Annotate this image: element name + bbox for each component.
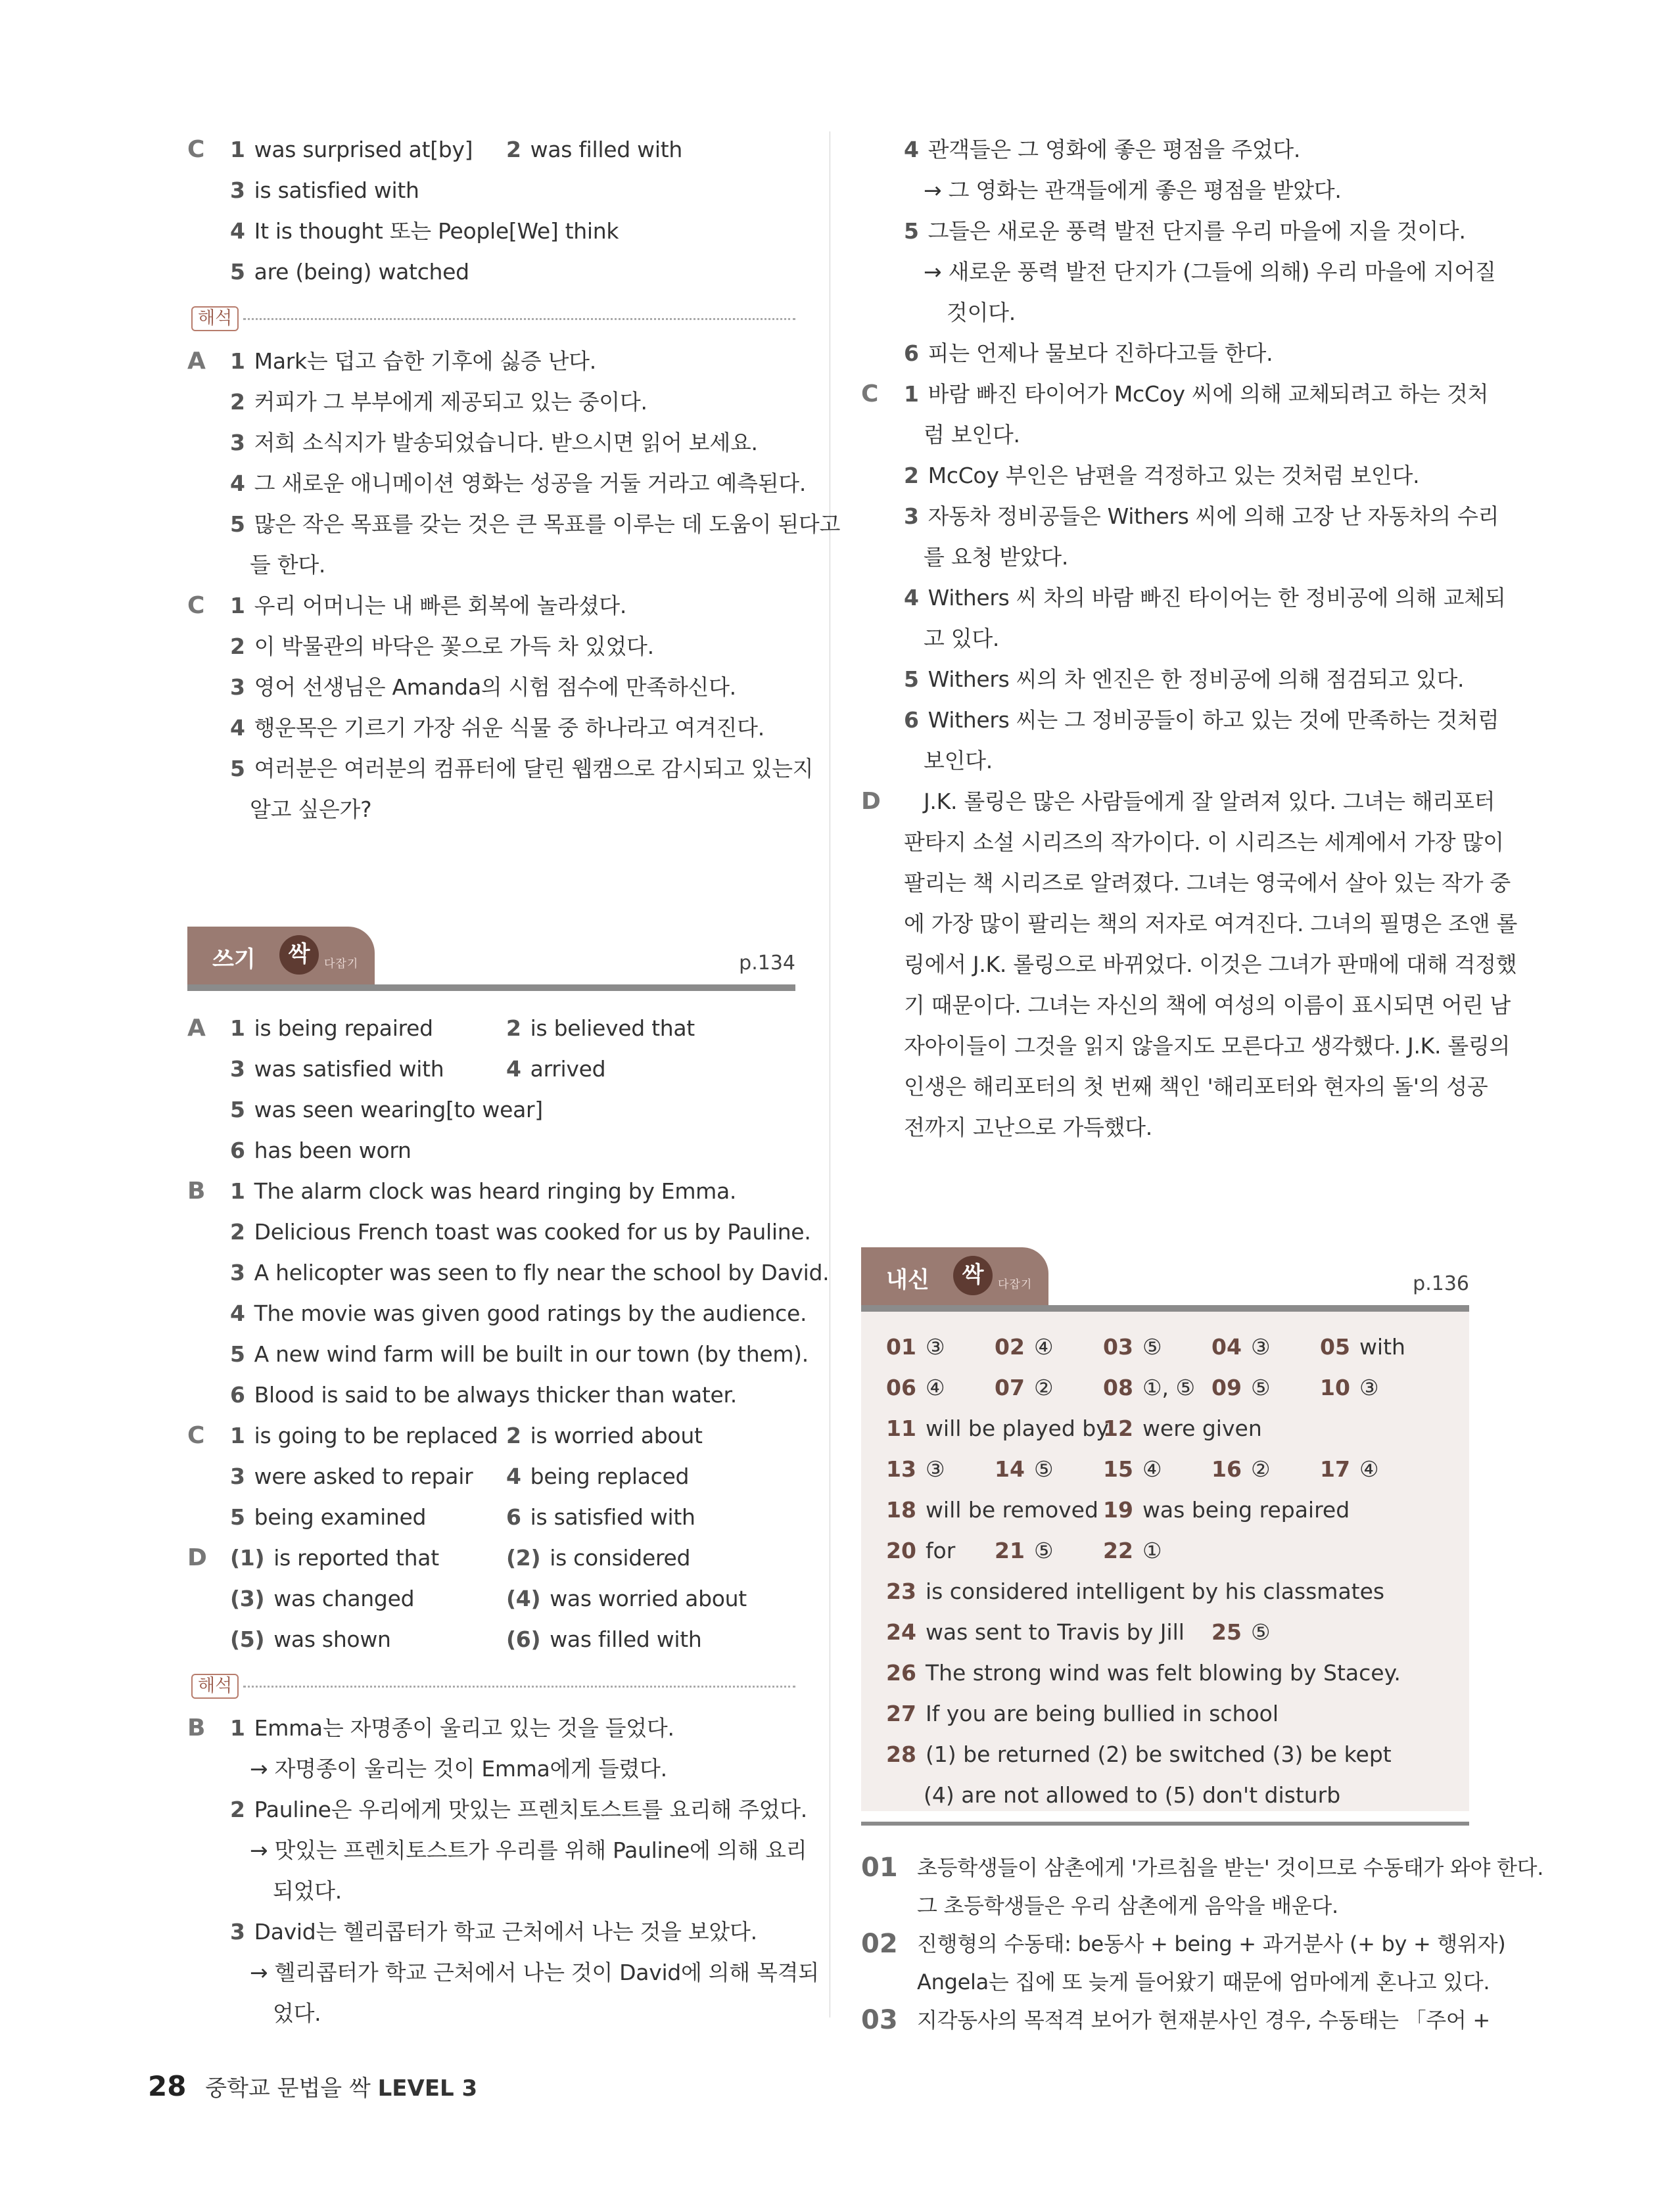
answer-item: (4) was worried about <box>506 1586 747 1611</box>
translation-item: 2 McCoy 부인은 남편을 걱정하고 있는 것처럼 보인다. <box>904 463 1420 488</box>
answer-item: 3 were asked to repair <box>230 1463 473 1489</box>
naesin-section-header <box>861 1247 1469 1310</box>
answer-cell: 26 The strong wind was felt blowing by Stacey. <box>886 1660 1401 1686</box>
answer-cell: 23 is considered intelligent by his classmates <box>886 1578 1385 1604</box>
answer-item: 4 being replaced <box>506 1463 690 1489</box>
answer-cell: 11 will be played by <box>886 1416 1109 1441</box>
translation-continuation: 알고 싶은가? <box>250 796 372 822</box>
answer-item: (3) was changed <box>230 1586 415 1611</box>
paragraph-line: J.K. 롤링은 많은 사람들에게 잘 알려져 있다. 그녀는 해리포터 <box>924 789 1495 814</box>
answer-item: 2 was filled with <box>506 137 682 162</box>
translation-continuation: 보인다. <box>924 748 993 773</box>
answer-item: 1 is going to be replaced <box>230 1423 498 1448</box>
translation-continuation: 고 있다. <box>924 626 1000 651</box>
answer-item: 6 has been worn <box>230 1138 411 1163</box>
translation-item: 2 Pauline은 우리에게 맛있는 프렌치토스트를 요리해 주었다. <box>230 1797 807 1822</box>
answer-item: 2 is believed that <box>506 1015 695 1041</box>
explanation-line: 지각동사의 목적격 보어가 현재분사인 경우, 수동태는 「주어 + <box>917 2008 1490 2033</box>
translation-item: 4 그 새로운 애니메이션 영화는 성공을 거둘 거라고 예측된다. <box>230 471 807 496</box>
answer-item: 5 was seen wearing[to wear] <box>230 1097 543 1122</box>
answer-item: 3 is satisfied with <box>230 177 419 203</box>
answer-cell: 17 ④ <box>1320 1456 1379 1482</box>
page-reference: p.136 <box>1413 1272 1469 1295</box>
translation-item: 5 여러분은 여러분의 컴퓨터에 달린 웹캠으로 감시되고 있는지 <box>230 756 814 781</box>
translation-continuation: 를 요청 받았다. <box>924 544 1069 570</box>
section-marker-d: D <box>861 788 881 815</box>
section-label: 쓰기 <box>212 946 256 973</box>
translation-item: 2 커피가 그 부부에게 제공되고 있는 중이다. <box>230 389 647 415</box>
section-sublabel: 다잡기 <box>324 957 359 971</box>
explanation-number: 02 <box>861 1929 898 1959</box>
answer-cell: 06 ④ <box>886 1375 945 1400</box>
answer-cell: 05 with <box>1320 1334 1405 1360</box>
translation-item: 1 Mark는 덥고 습한 기후에 싫증 난다. <box>230 348 596 374</box>
answer-cell: 03 ⑤ <box>1103 1334 1162 1360</box>
dotted-divider <box>243 318 795 320</box>
translation-item: 3 저희 소식지가 발송되었습니다. 받으시면 읽어 보세요. <box>230 430 758 455</box>
section-marker-a: A <box>187 1015 206 1042</box>
translation-item: 1 우리 어머니는 내 빠른 회복에 놀라셨다. <box>230 593 627 618</box>
page-number: 28 <box>148 2070 187 2102</box>
explanation-line: 진행형의 수동태: be동사 + being + 과거분사 (+ by + 행위자) <box>917 1931 1506 1956</box>
answer-item: 1 was surprised at[by] <box>230 137 473 162</box>
paragraph-line: 링에서 J.K. 롤링으로 바뀌었다. 이것은 그녀가 판매에 대해 걱정했 <box>904 952 1517 977</box>
answer-cell: 01 ③ <box>886 1334 945 1360</box>
answer-cell: 21 ⑤ <box>995 1538 1054 1563</box>
answer-item: 3 A helicopter was seen to fly near the school by David. <box>230 1260 830 1285</box>
translation-arrow-line: → 맛있는 프렌치토스트가 우리를 위해 Pauline에 의해 요리 <box>250 1837 807 1863</box>
answer-item: 5 are (being) watched <box>230 259 469 285</box>
explanation-line: Angela는 집에 또 늦게 들어왔기 때문에 엄마에게 혼나고 있다. <box>917 1970 1490 1994</box>
section-label: 내신 <box>886 1267 929 1293</box>
answer-cell: 19 was being repaired <box>1103 1497 1350 1523</box>
paragraph-line: 에 가장 많이 팔리는 책의 저자로 여겨진다. 그녀의 필명은 조앤 롤 <box>904 911 1518 936</box>
translation-arrow-line: → 새로운 풍력 발전 단지가 (그들에 의해) 우리 마을에 지어질 <box>924 259 1496 285</box>
haeseok-label: 해석 <box>191 306 239 331</box>
explanation-line: 그 초등학생들은 우리 삼촌에게 음악을 배운다. <box>917 1893 1338 1918</box>
paragraph-line: 인생은 해리포터의 첫 번째 책인 '해리포터와 현자의 돌'의 성공 <box>904 1074 1488 1099</box>
translation-continuation: 들 한다. <box>250 552 326 578</box>
answer-cell: 04 ③ <box>1211 1334 1271 1360</box>
answer-cell: 09 ⑤ <box>1211 1375 1271 1400</box>
answer-cell: 14 ⑤ <box>995 1456 1054 1482</box>
paragraph-line: 팔리는 책 시리즈로 알려졌다. 그녀는 영국에서 살아 있는 작가 중 <box>904 870 1511 896</box>
answer-cell: 08 ①, ⑤ <box>1103 1375 1196 1400</box>
answer-item: 4 The movie was given good ratings by the audience. <box>230 1301 807 1326</box>
translation-item: 1 바람 빠진 타이어가 McCoy 씨에 의해 교체되려고 하는 것처 <box>904 381 1489 407</box>
translation-item: 6 Withers 씨는 그 정비공들이 하고 있는 것에 만족하는 것처럼 <box>904 707 1499 733</box>
answer-cell: 22 ① <box>1103 1538 1162 1563</box>
translation-item: 2 이 박물관의 바닥은 꽃으로 가득 차 있었다. <box>230 634 654 659</box>
book-level: LEVEL 3 <box>377 2075 478 2102</box>
answer-cell: 25 ⑤ <box>1211 1619 1271 1645</box>
answer-item: (6) was filled with <box>506 1626 702 1652</box>
translation-item: 3 David는 헬리콥터가 학교 근처에서 나는 것을 보았다. <box>230 1919 757 1945</box>
translation-continuation: 었다. <box>273 2000 321 2026</box>
writing-section-header <box>187 927 795 989</box>
translation-continuation: 것이다. <box>947 300 1016 325</box>
paragraph-line: 자아이들이 그것을 읽지 않을지도 모른다고 생각했다. J.K. 롤링의 <box>904 1033 1511 1059</box>
answer-box-bottom-bar <box>861 1822 1469 1826</box>
paragraph-line: 기 때문이다. 그녀는 자신의 책에 여성의 이름이 표시되면 어린 남 <box>904 992 1511 1018</box>
translation-item: 1 Emma는 자명종이 울리고 있는 것을 들었다. <box>230 1715 674 1741</box>
translation-item: 4 Withers 씨 차의 바람 빠진 타이어는 한 정비공에 의해 교체되 <box>904 585 1506 611</box>
section-marker-c: C <box>187 136 205 163</box>
explanation-line: 초등학생들이 삼촌에게 '가르침을 받는' 것이므로 수동태가 와야 한다. <box>917 1855 1544 1880</box>
answer-cell: 13 ③ <box>886 1456 945 1482</box>
answer-cell: 28 (1) be returned (2) be switched (3) be kept <box>886 1741 1392 1767</box>
answer-cell: 18 will be removed <box>886 1497 1098 1523</box>
answer-cell: 07 ② <box>995 1375 1054 1400</box>
translation-continuation: 되었다. <box>273 1878 342 1904</box>
answer-cell: 15 ④ <box>1103 1456 1162 1482</box>
explanation-number: 03 <box>861 2005 898 2035</box>
section-marker-b: B <box>187 1178 206 1205</box>
answer-cell: (4) are not allowed to (5) don't disturb <box>924 1782 1341 1808</box>
answer-cell: 27 If you are being bullied in school <box>886 1701 1279 1726</box>
translation-item: 5 Withers 씨의 차 엔진은 한 정비공에 의해 점검되고 있다. <box>904 666 1465 692</box>
answer-item: 2 is worried about <box>506 1423 703 1448</box>
answer-item: 2 Delicious French toast was cooked for us by Pauline. <box>230 1219 811 1245</box>
answer-cell: 24 was sent to Travis by Jill <box>886 1619 1185 1645</box>
answer-item: (5) was shown <box>230 1626 391 1652</box>
answer-cell: 20 for <box>886 1538 956 1563</box>
answer-cell: 10 ③ <box>1320 1375 1379 1400</box>
translation-item: 3 자동차 정비공들은 Withers 씨에 의해 고장 난 자동차의 수리 <box>904 503 1499 529</box>
page-footer <box>148 2070 477 2102</box>
answer-item: 5 A new wind farm will be built in our town (by them). <box>230 1341 809 1367</box>
answer-cell: 12 were given <box>1103 1416 1262 1441</box>
explanation-number: 01 <box>861 1853 898 1883</box>
section-marker-c: C <box>187 592 205 619</box>
translation-item: 5 많은 작은 목표를 갖는 것은 큰 목표를 이루는 데 도움이 된다고 <box>230 511 841 537</box>
translation-item: 6 피는 언제나 물보다 진하다고들 한다. <box>904 340 1273 366</box>
paragraph-line: 전까지 고난으로 가득했다. <box>904 1115 1152 1140</box>
book-title: 중학교 문법을 싹 <box>205 2075 371 2102</box>
translation-item: 4 행운목은 기르기 가장 쉬운 식물 중 하나라고 여겨진다. <box>230 715 764 741</box>
translation-continuation: 럼 보인다. <box>924 422 1020 448</box>
section-marker-c: C <box>187 1422 205 1449</box>
answer-item: 6 Blood is said to be always thicker than water. <box>230 1382 737 1408</box>
answer-item: (1) is reported that <box>230 1545 439 1571</box>
translation-arrow-line: → 헬리콥터가 학교 근처에서 나는 것이 David에 의해 목격되 <box>250 1960 819 1985</box>
header-bar <box>187 984 795 991</box>
translation-arrow-line: → 그 영화는 관객들에게 좋은 평점을 받았다. <box>924 177 1342 203</box>
section-marker-c: C <box>861 380 879 407</box>
answer-cell: 02 ④ <box>995 1334 1054 1360</box>
translation-item: 4 관객들은 그 영화에 좋은 평점을 주었다. <box>904 137 1301 162</box>
answer-cell: 16 ② <box>1211 1456 1271 1482</box>
translation-item: 5 그들은 새로운 풍력 발전 단지를 우리 마을에 지을 것이다. <box>904 218 1466 244</box>
answer-item: (2) is considered <box>506 1545 691 1571</box>
answer-item: 5 being examined <box>230 1504 427 1530</box>
answer-item: 4 It is thought 또는 People[We] think <box>230 218 619 244</box>
header-bar <box>861 1305 1469 1312</box>
section-sublabel: 다잡기 <box>998 1278 1033 1291</box>
answer-item: 1 is being repaired <box>230 1015 433 1041</box>
page-reference: p.134 <box>739 952 795 975</box>
ssak-badge: 싹 <box>279 935 319 975</box>
dotted-divider <box>243 1686 795 1688</box>
haeseok-label: 해석 <box>191 1674 239 1699</box>
answer-item: 6 is satisfied with <box>506 1504 695 1530</box>
translation-item: 3 영어 선생님은 Amanda의 시험 점수에 만족하신다. <box>230 674 736 700</box>
translation-arrow-line: → 자명종이 울리는 것이 Emma에게 들렸다. <box>250 1756 667 1782</box>
answer-item: 4 arrived <box>506 1056 606 1082</box>
paragraph-line: 판타지 소설 시리즈의 작가이다. 이 시리즈는 세계에서 가장 많이 <box>904 829 1504 855</box>
answer-item: 1 The alarm clock was heard ringing by Emma. <box>230 1178 737 1204</box>
section-marker-d: D <box>187 1544 207 1571</box>
answer-item: 3 was satisfied with <box>230 1056 444 1082</box>
ssak-badge: 싹 <box>953 1256 993 1295</box>
section-marker-b: B <box>187 1715 206 1741</box>
section-marker-a: A <box>187 348 206 375</box>
